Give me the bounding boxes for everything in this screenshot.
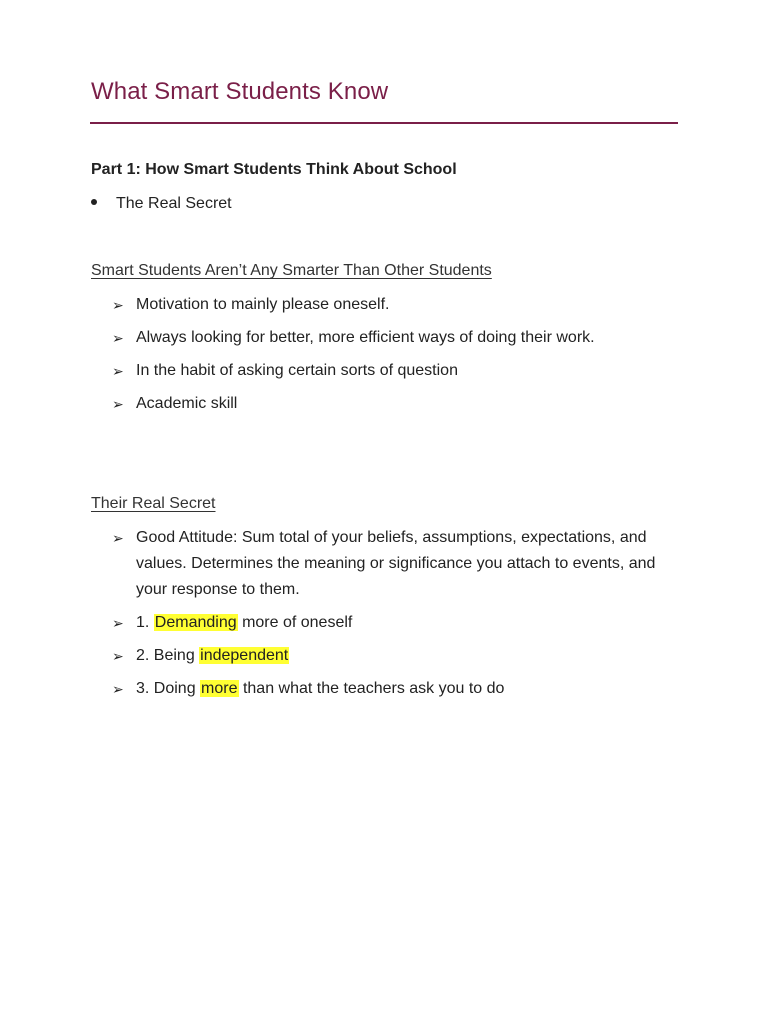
list-item-text: Always looking for better, more efficient ways of doing their work. <box>136 329 595 346</box>
section-heading-smart-students: Smart Students Aren’t Any Smarter Than Other Students <box>91 262 492 279</box>
list-item-suffix: than what the teachers ask you to do <box>238 680 505 697</box>
list-item-text: Motivation to mainly please oneself. <box>136 296 390 313</box>
document-title: What Smart Students Know <box>91 78 389 105</box>
list-item <box>112 643 682 669</box>
arrow-bullet-icon: ➢ <box>112 530 124 546</box>
arrow-bullet-icon: ➢ <box>112 330 124 346</box>
smart-students-list <box>112 292 682 424</box>
list-item-prefix: 3. Doing <box>136 680 201 697</box>
arrow-bullet-icon: ➢ <box>112 615 124 631</box>
list-item-prefix: 1. <box>136 614 154 631</box>
arrow-bullet-icon: ➢ <box>112 396 124 412</box>
list-item-text: In the habit of asking certain sorts of question <box>136 362 458 379</box>
bullet-item <box>91 195 232 213</box>
highlighted-word: more <box>201 680 238 697</box>
list-item <box>112 292 682 318</box>
list-item <box>112 610 682 636</box>
section-heading-real-secret: Their Real Secret <box>91 495 216 512</box>
arrow-bullet-icon: ➢ <box>112 648 124 664</box>
highlighted-word: independent <box>200 647 289 664</box>
arrow-bullet-icon: ➢ <box>112 363 124 379</box>
list-item-suffix: more of oneself <box>237 614 353 631</box>
part-heading: Part 1: How Smart Students Think About School <box>91 161 457 178</box>
list-item <box>112 391 682 417</box>
list-item <box>112 676 682 702</box>
list-item-text: Good Attitude: Sum total of your beliefs, assumptions, expectations, and values. Determines the meaning or significance you attach to events, and your response to them. <box>136 529 656 598</box>
list-item-prefix: 2. Being <box>136 647 200 664</box>
list-item <box>112 358 682 384</box>
list-item <box>112 325 682 351</box>
arrow-bullet-icon: ➢ <box>112 297 124 313</box>
title-divider <box>90 122 678 124</box>
list-item-text: Academic skill <box>136 395 238 412</box>
highlighted-word: Demanding <box>154 614 237 631</box>
arrow-bullet-icon: ➢ <box>112 681 124 697</box>
list-item <box>112 525 682 603</box>
bullet-text: The Real Secret <box>116 195 232 212</box>
real-secret-list <box>112 525 682 709</box>
bullet-dot-icon <box>91 199 97 205</box>
